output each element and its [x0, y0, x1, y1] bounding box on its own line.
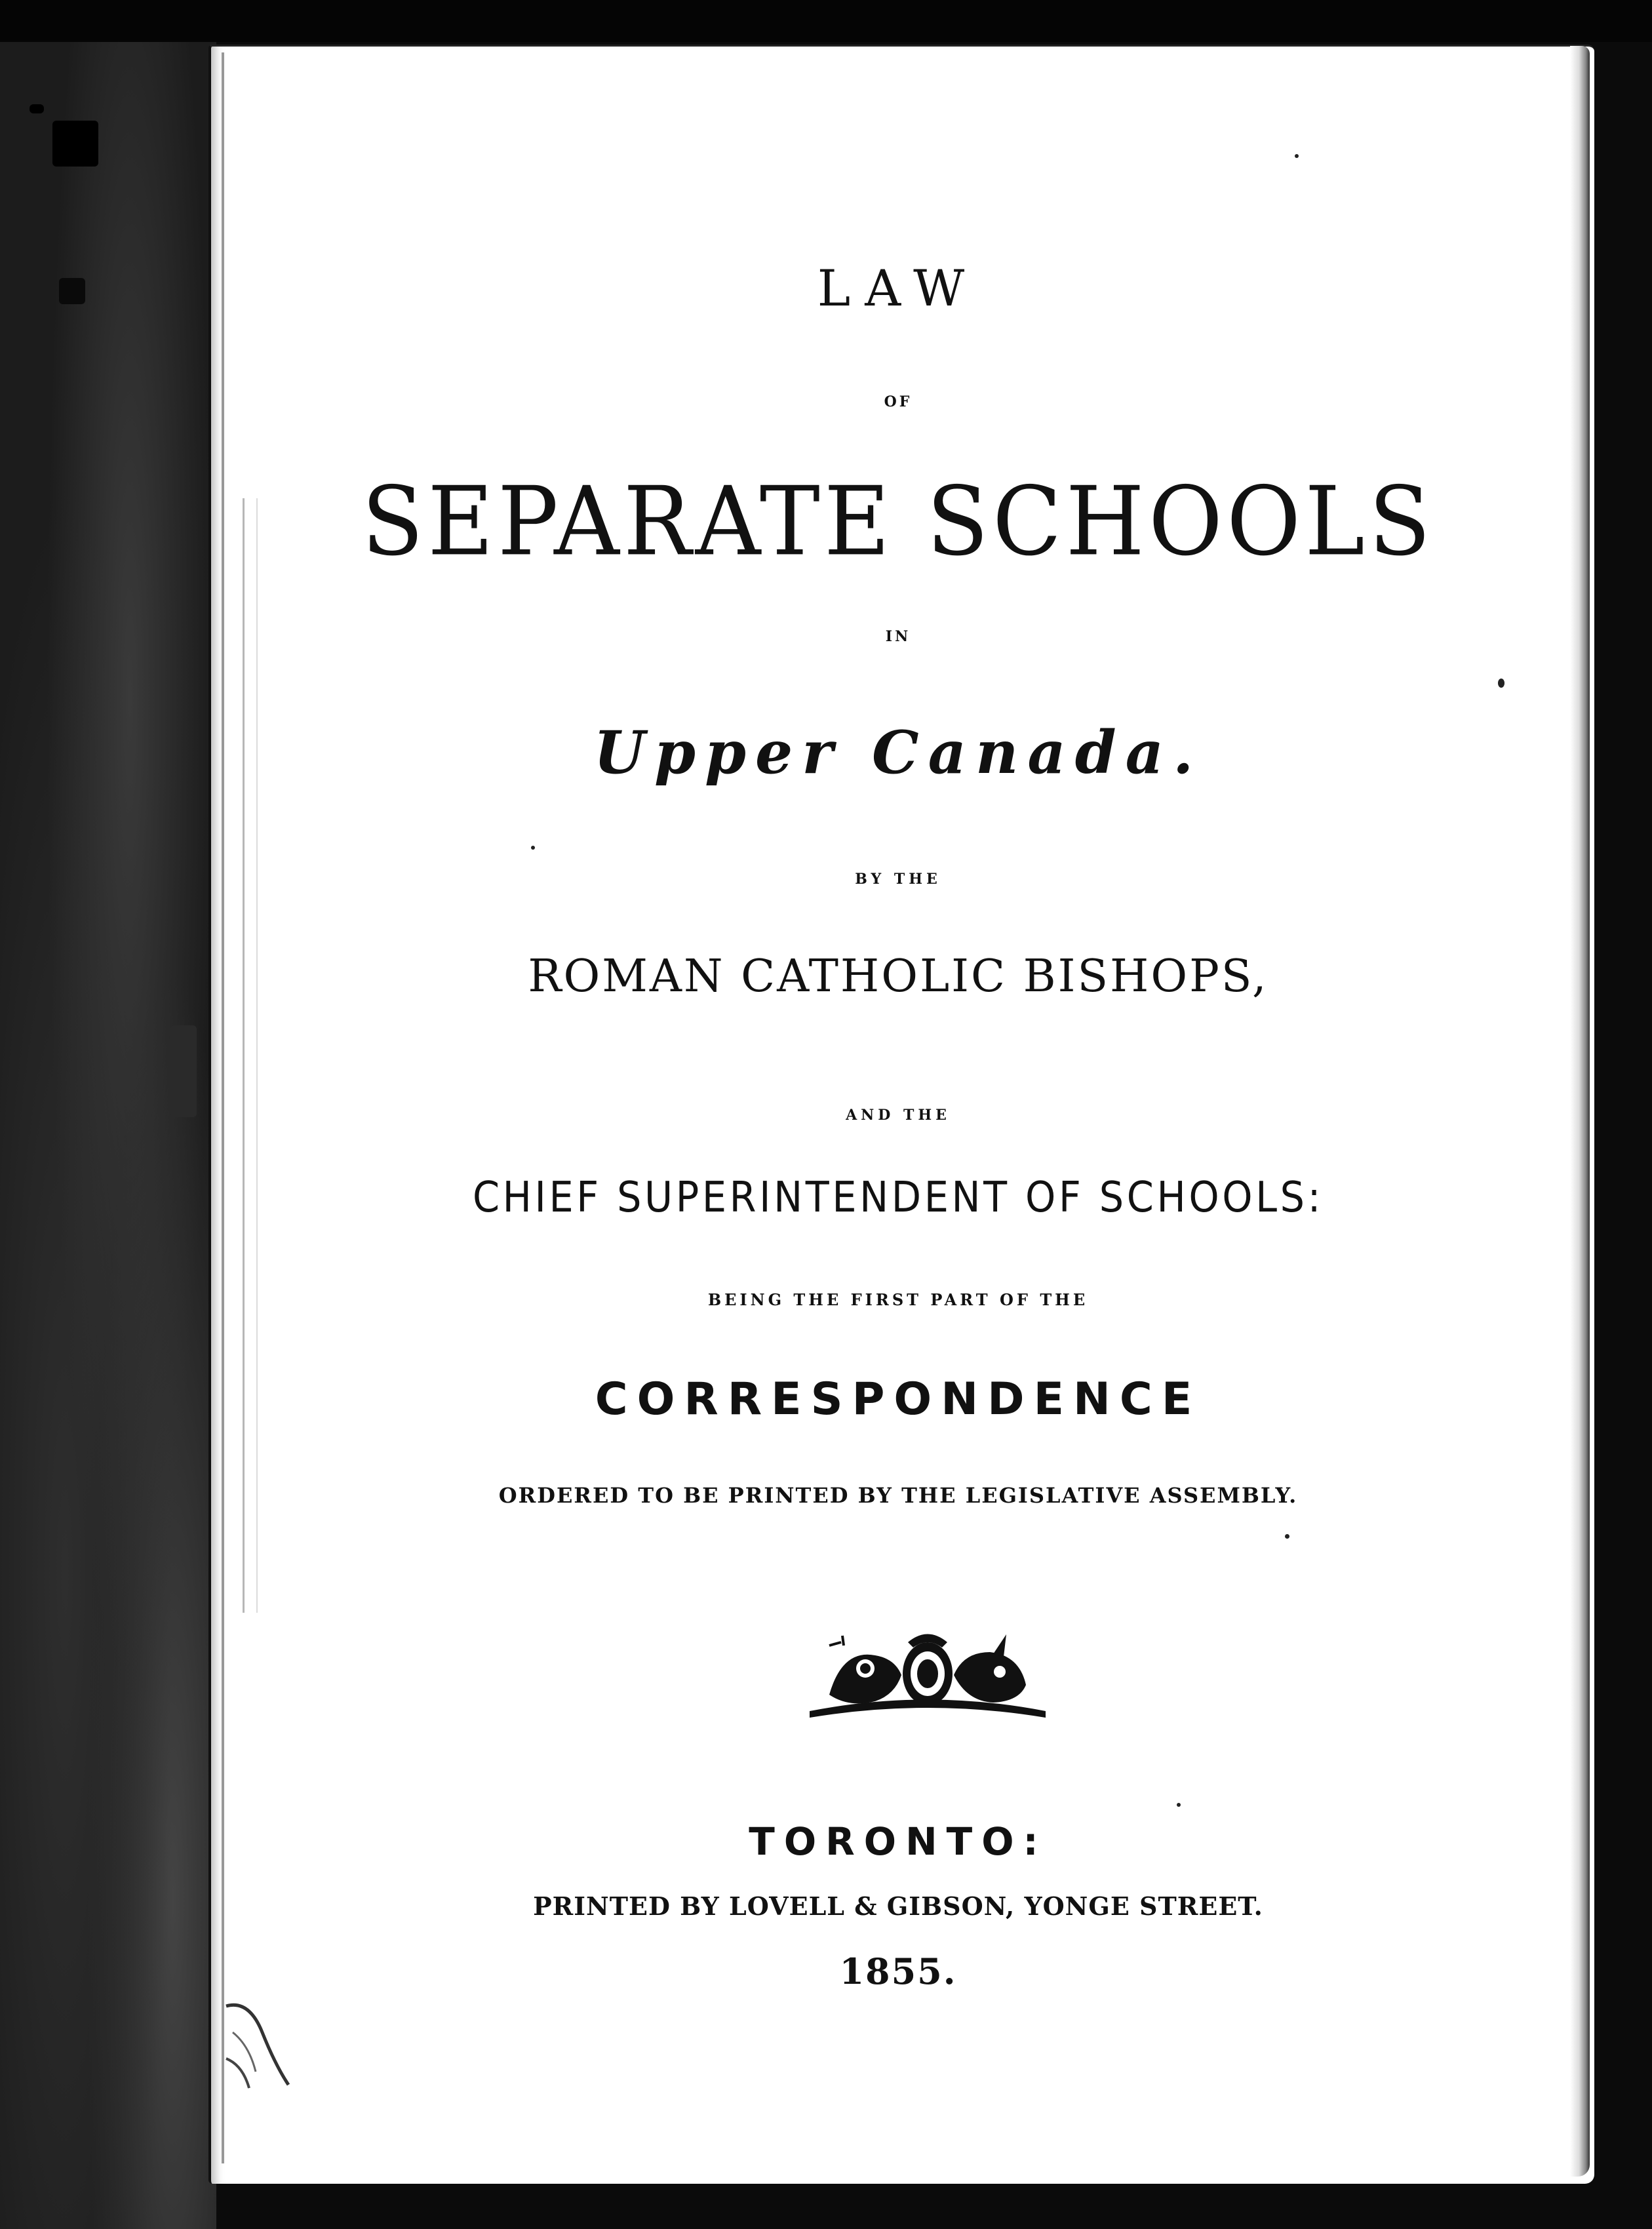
connector-of: OF — [884, 393, 913, 410]
title-law: LAW — [817, 259, 979, 317]
ink-speck — [1498, 679, 1504, 688]
scan-top-border — [0, 0, 1652, 42]
binding-mark — [52, 121, 98, 167]
ordered-line: ORDERED TO BE PRINTED BY THE LEGISLATIVE ASSEMBLY. — [498, 1483, 1298, 1508]
bishops-line: ROMAN CATHOLIC BISHOPS, — [528, 951, 1268, 1002]
binding-mark — [59, 278, 85, 304]
binding-mark — [170, 1025, 197, 1117]
superintendent-line: CHIEF SUPERINTENDENT OF SCHOOLS: — [472, 1174, 1324, 1222]
imprint-printer: PRINTED BY LOVELL & GIBSON, YONGE STREET. — [533, 1891, 1263, 1921]
main-title: SEPARATE SCHOOLS — [361, 465, 1435, 578]
ink-speck — [1285, 1534, 1289, 1539]
being-line: BEING THE FIRST PART OF THE — [707, 1290, 1089, 1309]
imprint-year: 1855. — [839, 1950, 957, 1992]
royal-coat-of-arms-icon — [803, 1623, 1052, 1721]
page-corner-damage — [223, 1993, 295, 2091]
region-title: Upper Canada. — [593, 718, 1203, 787]
page-crease — [243, 498, 258, 1613]
ink-speck — [1295, 154, 1299, 158]
connector-and-the: AND THE — [846, 1107, 951, 1124]
ink-speck — [1177, 1803, 1181, 1807]
connector-by-the: BY THE — [855, 871, 941, 888]
correspondence-title: CORRESPONDENCE — [595, 1373, 1202, 1425]
imprint-city: TORONTO: — [749, 1819, 1048, 1864]
ink-speck — [531, 846, 535, 850]
binding-mark — [30, 104, 44, 113]
book-binding — [0, 42, 216, 2229]
connector-in: IN — [885, 628, 911, 645]
